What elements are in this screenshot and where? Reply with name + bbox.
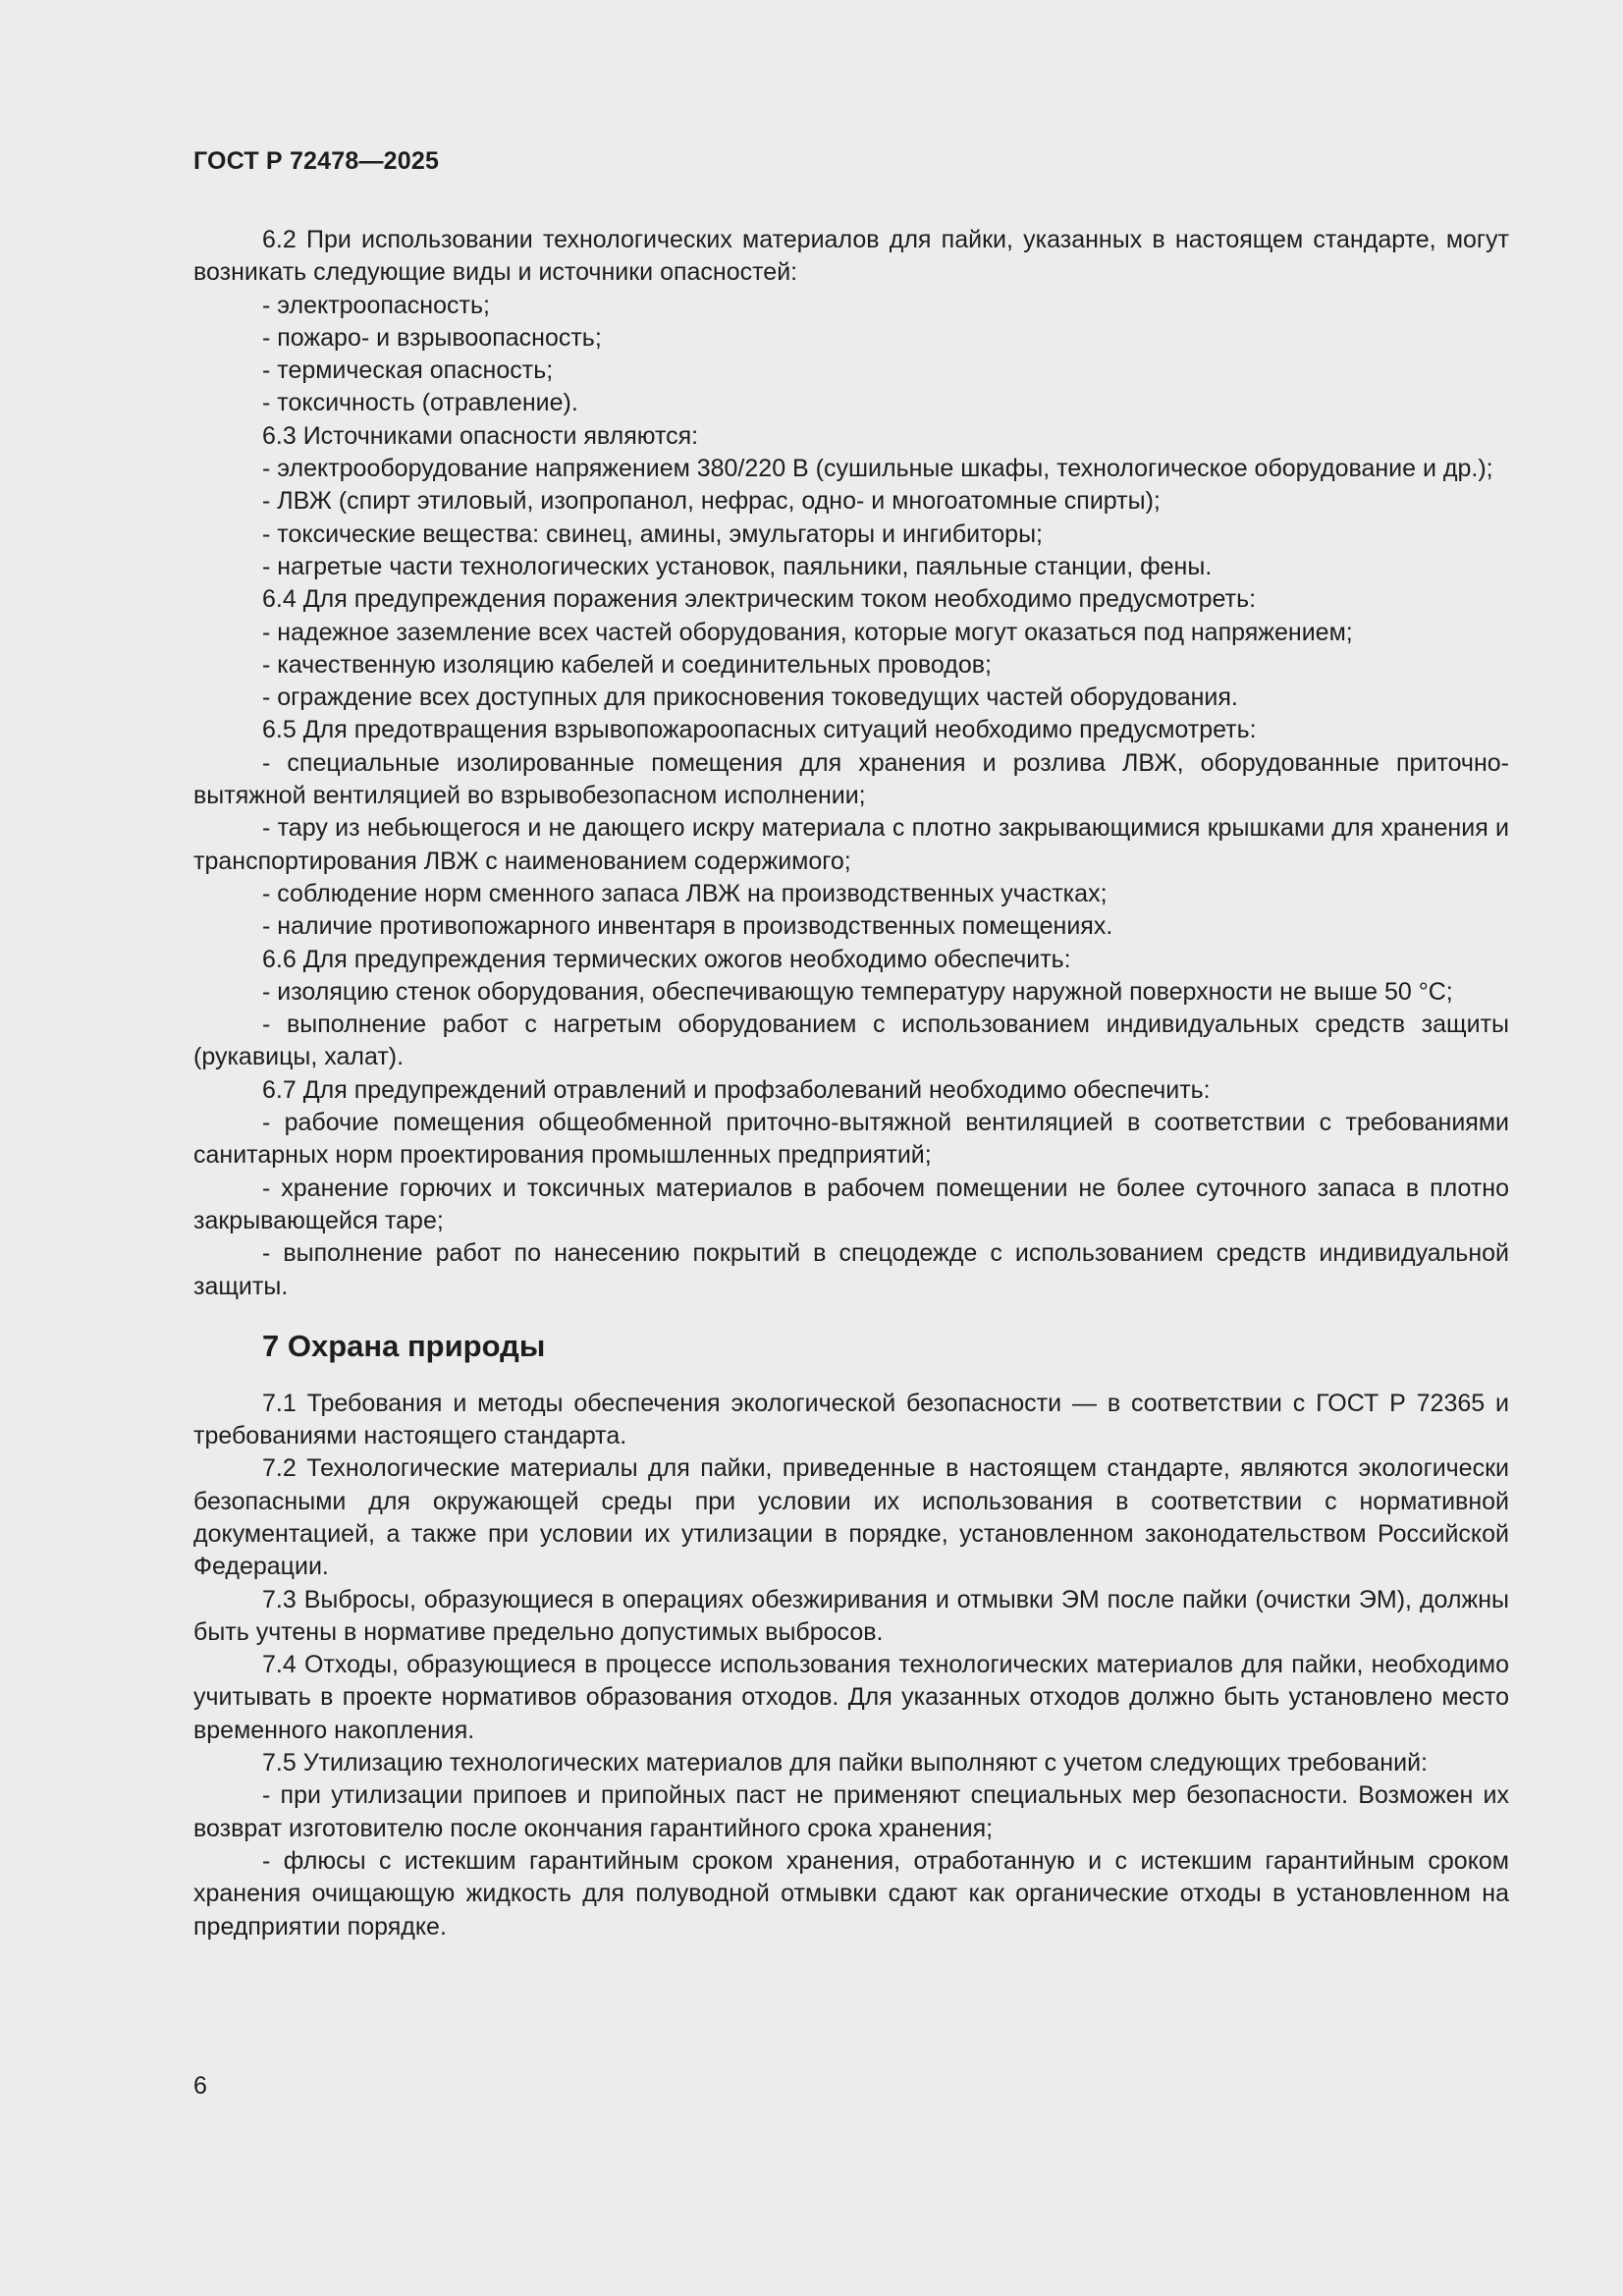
list-item: - тару из небьющегося и не дающего искру материала с плотно закрывающимися крышками для хранения и транспортирования ЛВЖ с наименованием содержимого;	[193, 814, 1509, 875]
list-item: - рабочие помещения общеобменной приточно-вытяжной вентиляцией в соответствии с требованиями санитарных норм проектирования промышленных предприятий;	[193, 1109, 1509, 1170]
list-item: - выполнение работ с нагретым оборудованием с использованием индивидуальных средств защиты (рукавицы, халат).	[193, 1011, 1509, 1071]
page-body	[193, 224, 1509, 1943]
paragraph: 6.4 Для предупреждения поражения электрическим током необходимо предусмотреть:	[262, 585, 1257, 614]
list-item: - наличие противопожарного инвентаря в производственных помещениях.	[262, 912, 1113, 941]
list-item: - выполнение работ по нанесению покрытий в спецодежде с использованием средств индивидуальной защиты.	[193, 1239, 1509, 1300]
list-item: - хранение горючих и токсичных материалов в рабочем помещении не более суточного запаса в плотно закрывающейся таре;	[193, 1174, 1509, 1234]
list-item: - надежное заземление всех частей оборудования, которые могут оказаться под напряжением;	[262, 618, 1353, 646]
list-item: - соблюдение норм сменного запаса ЛВЖ на производственных участках;	[262, 879, 1108, 907]
section-6-body	[193, 224, 1509, 1303]
list-item: - качественную изоляцию кабелей и соединительных проводов;	[262, 650, 992, 679]
list-item: - электроопасность;	[262, 291, 490, 319]
list-item: - при утилизации припоев и припойных паст не применяют специальных мер безопасности. Возможен их возврат изготовителю после окончания гарантийного срока хранения;	[193, 1781, 1509, 1842]
paragraph: 7.2 Технологические материалы для пайки, приведенные в настоящем стандарте, являются экологически безопасными для окружающей среды при условии их использования в соответствии с нормативной документацией, а также при условии их утилизации в порядке, установленном законодательством Российской Федерации.	[193, 1454, 1509, 1581]
paragraph: 7.4 Отходы, образующиеся в процессе использования технологических материалов для пайки, необходимо учитывать в проекте нормативов образования отходов. Для указанных отходов должно быть установлено место временного накопления.	[193, 1651, 1509, 1744]
section-7-body	[193, 1388, 1509, 1943]
paragraph: 7.5 Утилизацию технологических материалов для пайки выполняют с учетом следующих требований:	[262, 1749, 1428, 1777]
list-item: - пожаро- и взрывоопасность;	[262, 323, 602, 352]
list-item: - электрооборудование напряжением 380/220 В (сушильные шкафы, технологическое оборудование и др.);	[262, 455, 1493, 483]
paragraph: 7.1 Требования и методы обеспечения экологической безопасности — в соответствии с ГОСТ Р 72365 и требованиями настоящего стандарта.	[193, 1389, 1509, 1450]
paragraph: 6.2 При использовании технологических материалов для пайки, указанных в настоящем стандарте, могут возникать следующие виды и источники опасностей:	[193, 226, 1509, 287]
list-item: - термическая опасность;	[262, 356, 554, 385]
list-item: - специальные изолированные помещения для хранения и розлива ЛВЖ, оборудованные приточно-вытяжной вентиляцией во взрывобезопасном исполнении;	[193, 748, 1509, 810]
list-item: - нагретые части технологических установок, паяльники, паяльные станции, фены.	[262, 552, 1213, 580]
paragraph: 6.5 Для предотвращения взрывопожароопасных ситуаций необходимо предусмотреть:	[262, 716, 1257, 744]
list-item: - ЛВЖ (спирт этиловый, изопропанол, нефрас, одно- и многоатомные спирты);	[262, 487, 1161, 516]
page-number: 6	[193, 2072, 207, 2100]
list-item: - флюсы с истекшим гарантийным сроком хранения, отработанную и с истекшим гарантийным сроком хранения очищающую жидкость для полуводной отмывки сдают как органические отходы в установленном на предприятии порядке.	[193, 1846, 1509, 1941]
paragraph: 6.6 Для предупреждения термических ожогов необходимо обеспечить:	[262, 945, 1071, 973]
paragraph: 6.3 Источниками опасности являются:	[262, 421, 699, 450]
paragraph: 6.7 Для предупреждений отравлений и профзаболеваний необходимо обеспечить:	[262, 1075, 1211, 1104]
paragraph: 7.3 Выбросы, образующиеся в операциях обезжиривания и отмывки ЭМ после пайки (очистки ЭМ), должны быть учтены в нормативе предельно допустимых выбросов.	[193, 1585, 1509, 1646]
list-item: - токсические вещества: свинец, амины, эмульгаторы и ингибиторы;	[262, 519, 1043, 548]
list-item: - изоляцию стенок оборудования, обеспечивающую температуру наружной поверхности не выше 50 °С;	[262, 977, 1453, 1006]
section-heading: 7 Охрана природы	[262, 1328, 546, 1363]
list-item: - токсичность (отравление).	[262, 389, 578, 417]
list-item: - ограждение всех доступных для прикосновения токоведущих частей оборудования.	[262, 683, 1238, 712]
standard-designation: ГОСТ Р 72478—2025	[193, 147, 440, 175]
